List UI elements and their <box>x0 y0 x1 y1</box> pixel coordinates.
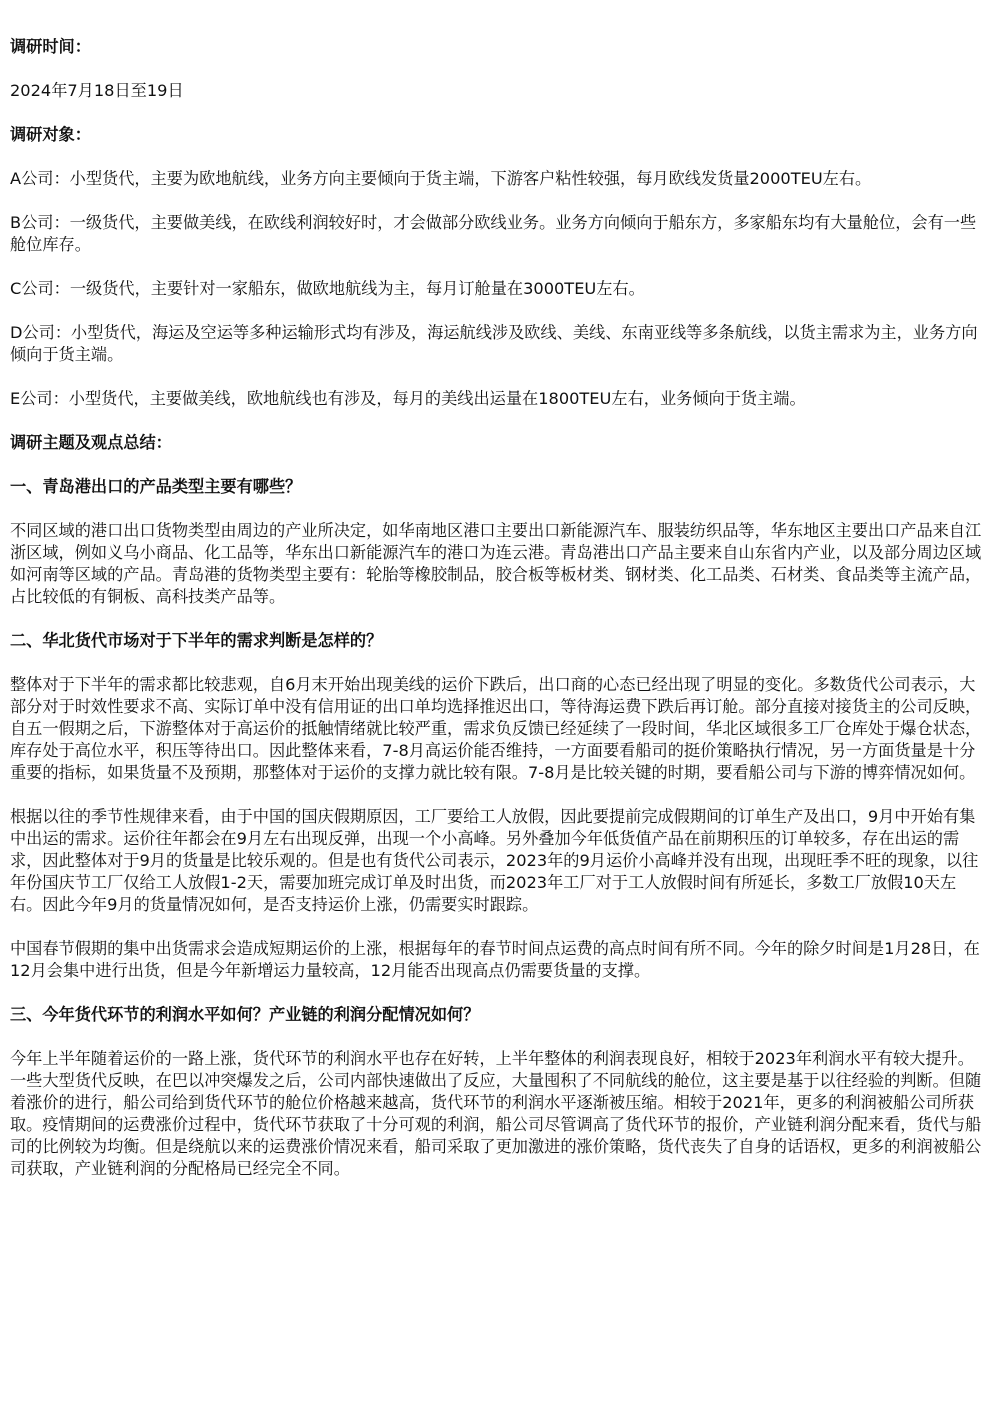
section-1-heading: 一、青岛港出口的产品类型主要有哪些？ <box>10 477 302 496</box>
summary-label: 调研主题及观点总结： <box>10 433 172 452</box>
section-2-paragraph: 整体对于下半年的需求都比较悲观，自6月末开始出现美线的运价下跌后，出口商的心态已经出现了明显的变化。多数货代公司表示，大部分对于时效性要求不高、实际订单中没有信用证的出口单均选择推迟出口，等待海运费下跌后再订舱。部分直接对接货主的公司反映，自五一假期之后，下游整体对于高运价的抵触情绪就比较严重，需求负反馈已经延续了一段时间，华北区域很多工厂仓库处于爆仓状态，库存处于高位水平，积压等待出口。因此整体来看，7-8月高运价能否维持，一方面要看船司的挺价策略执行情况，另一方面货量是十分重要的指标，如果货量不及预期，那整体对于运价的支撑力就比较有限。7-8月是比较关键的时期，要看船公司与下游的博弈情况如何。 <box>10 675 982 782</box>
section-2-paragraph: 根据以往的季节性规律来看，由于中国的国庆假期原因，工厂要给工人放假，因此要提前完成假期间的订单生产及出口，9月中开始有集中出运的需求。运价往年都会在9月左右出现反弹，出现一个小高峰。另外叠加今年低货值产品在前期积压的订单较多，存在出运的需求，因此整体对于9月的货量是比较乐观的。但是也有货代公司表示，2023年的9月运价小高峰并没有出现，出现旺季不旺的现象，以往年份国庆节工厂仅给工人放假1-2天，需要加班完成订单及时出货，而2023年工厂对于工人放假时间有所延长，多数工厂放假10天左右。因此今年9月的货量情况如何，是否支持运价上涨，仍需要实时跟踪。 <box>10 807 979 914</box>
section-3-paragraph: 今年上半年随着运价的一路上涨，货代环节的利润水平也存在好转，上半年整体的利润表现良好，相较于2023年利润水平有较大提升。一些大型货代反映，在巴以冲突爆发之后，公司内部快速做出了反应，大量囤积了不同航线的舱位，这主要是基于以往经验的判断。但随着涨价的进行，船公司给到货代环节的舱位价格越来越高，货代环节的利润水平逐渐被压缩。相较于2021年，更多的利润被船公司所获取。疫情期间的运费涨价过程中，货代环节获取了十分可观的利润，船公司尽管调高了货代环节的报价，产业链利润分配来看，货代与船司的比例较为均衡。但是绕航以来的运费涨价情况来看，船司采取了更加激进的涨价策略，货代丧失了自身的话语权，更多的利润被船公司获取，产业链利润的分配格局已经完全不同。 <box>10 1049 982 1178</box>
research-targets-label: 调研对象： <box>10 125 91 144</box>
section-1-paragraph: 不同区域的港口出口货物类型由周边的产业所决定，如华南地区港口主要出口新能源汽车、服装纺织品等，华东地区主要出口产品来自江浙区域，例如义乌小商品、化工品等，华东出口新能源汽车的港口为连云港。青岛港出口产品主要来自山东省内产业，以及部分周边区域如河南等区域的产品。青岛港的货物类型主要有：轮胎等橡胶制品，胶合板等板材类、钢材类、化工品类、石材类、食品类等主流产品，占比较低的有铜板、高科技类产品等。 <box>10 521 982 606</box>
target-company-d: D公司：小型货代，海运及空运等多种运输形式均有涉及，海运航线涉及欧线、美线、东南亚线等多条航线，以货主需求为主，业务方向倾向于货主端。 <box>10 323 978 364</box>
target-company-c: C公司：一级货代，主要针对一家船东，做欧地航线为主，每月订舱量在3000TEU左右。 <box>10 279 645 298</box>
section-2-heading: 二、华北货代市场对于下半年的需求判断是怎样的？ <box>10 631 383 650</box>
research-time-label: 调研时间： <box>10 37 91 56</box>
section-2-paragraph: 中国春节假期的集中出货需求会造成短期运价的上涨，根据每年的春节时间点运费的高点时间有所不同。今年的除夕时间是1月28日，在12月会集中进行出货，但是今年新增运力量较高，12月能否出现高点仍需要货量的支撑。 <box>10 939 980 980</box>
research-time: 2024年7月18日至19日 <box>10 81 184 100</box>
target-company-e: E公司：小型货代，主要做美线，欧地航线也有涉及，每月的美线出运量在1800TEU左右，业务倾向于货主端。 <box>10 389 806 408</box>
target-company-a: A公司：小型货代，主要为欧地航线，业务方向主要倾向于货主端，下游客户粘性较强，每月欧线发货量2000TEU左右。 <box>10 169 872 188</box>
section-3-heading: 三、今年货代环节的利润水平如何？产业链的利润分配情况如何？ <box>10 1005 480 1024</box>
document-page <box>10 36 984 1202</box>
target-company-b: B公司：一级货代，主要做美线，在欧线利润较好时，才会做部分欧线业务。业务方向倾向于船东方，多家船东均有大量舱位，会有一些舱位库存。 <box>10 213 977 254</box>
